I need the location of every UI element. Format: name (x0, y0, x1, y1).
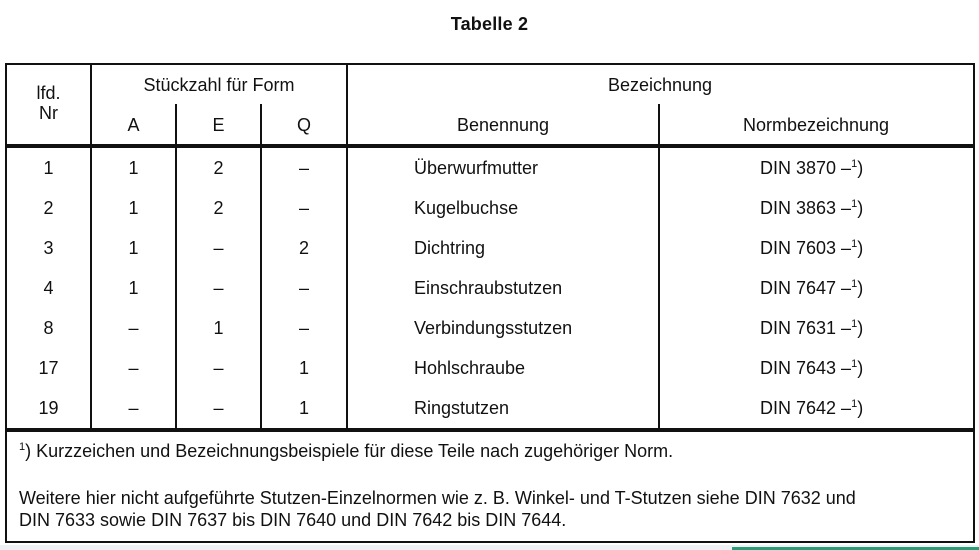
norm-text: DIN 7647 – (760, 278, 852, 298)
header-lfd-nr (7, 83, 90, 123)
header-form-e: E (212, 115, 225, 135)
cell-norm (660, 198, 972, 221)
footnote-marker: 1 (19, 441, 26, 453)
cell-benennung: Einschraubstutzen (414, 278, 563, 298)
cell-nr: 8 (43, 318, 54, 338)
cell-form-a: 1 (128, 238, 139, 258)
cell-form-q: – (298, 198, 309, 218)
additional-note-line-2: DIN 7633 sowie DIN 7637 bis DIN 7640 und DIN 7642 bis DIN 7644. (19, 510, 567, 530)
header-bezeichnung: Bezeichnung (607, 75, 713, 95)
table-title: Tabelle 2 (450, 14, 529, 34)
footnote-ref: 1 (851, 278, 858, 290)
cell-form-e: 2 (213, 158, 224, 178)
header-separator (5, 144, 975, 148)
cell-benennung: Ringstutzen (414, 398, 510, 418)
footnote-ref: 1 (851, 198, 858, 210)
header-nr-label: Nr (39, 103, 58, 123)
cell-benennung: Hohlschraube (414, 358, 526, 378)
cell-form-e: – (213, 238, 224, 258)
cell-form-a: 1 (128, 198, 139, 218)
norm-close: ) (857, 358, 864, 378)
cell-form-e: – (213, 398, 224, 418)
norm-close: ) (857, 318, 864, 338)
header-form-a: A (127, 115, 140, 135)
norm-text: DIN 3870 – (760, 158, 852, 178)
footnote (19, 441, 959, 465)
footnote-ref: 1 (851, 158, 858, 170)
header-stueckzahl: Stückzahl für Form (143, 75, 295, 95)
norm-text: DIN 7631 – (760, 318, 852, 338)
cell-nr: 1 (43, 158, 54, 178)
norm-close: ) (857, 198, 864, 218)
table-frame (5, 63, 975, 543)
footnote-ref: 1 (851, 238, 858, 250)
cell-form-q: 1 (298, 358, 309, 378)
footnote-ref: 1 (851, 398, 858, 410)
header-lfd-label: lfd. (36, 83, 61, 103)
cell-nr: 4 (43, 278, 54, 298)
additional-note-line-1: Weitere hier nicht aufgeführte Stutzen-Einzelnormen wie z. B. Winkel- und T-Stutzen siehe DIN 7632 und (19, 488, 856, 508)
cell-form-e: – (213, 278, 224, 298)
cell-norm (660, 318, 972, 341)
footnote-ref: 1 (851, 318, 858, 330)
cell-form-a: – (128, 358, 139, 378)
header-benennung: Benennung (456, 115, 550, 135)
cell-form-q: – (298, 278, 309, 298)
footnote-ref: 1 (851, 358, 858, 370)
footnote-text: ) Kurzzeichen und Bezeichnungsbeispiele für diese Teile nach zugehöriger Norm. (25, 441, 674, 461)
header-form-q: Q (296, 115, 311, 135)
cell-benennung: Kugelbuchse (414, 198, 519, 218)
norm-text: DIN 7603 – (760, 238, 852, 258)
cell-form-q: – (298, 158, 309, 178)
cell-norm (660, 358, 972, 381)
cell-nr: 3 (43, 238, 54, 258)
cell-form-a: – (128, 398, 139, 418)
norm-close: ) (857, 398, 864, 418)
cell-norm (660, 398, 972, 421)
cell-nr: 17 (38, 358, 59, 378)
cell-form-a: – (128, 318, 139, 338)
cell-nr: 2 (43, 198, 54, 218)
cell-form-e: – (213, 358, 224, 378)
cell-benennung: Verbindungsstutzen (414, 318, 573, 338)
divider-form-e-q (260, 104, 262, 430)
header-normbezeichnung: Normbezeichnung (742, 115, 890, 135)
cell-benennung: Dichtring (414, 238, 486, 258)
cell-norm (660, 278, 972, 301)
cell-norm (660, 238, 972, 261)
norm-close: ) (857, 238, 864, 258)
cell-form-a: 1 (128, 158, 139, 178)
cell-form-e: 2 (213, 198, 224, 218)
body-separator (5, 428, 975, 432)
cell-form-q: 2 (298, 238, 309, 258)
norm-close: ) (857, 278, 864, 298)
cell-nr: 19 (38, 398, 59, 418)
norm-text: DIN 3863 – (760, 198, 852, 218)
norm-text: DIN 7643 – (760, 358, 852, 378)
cell-form-a: 1 (128, 278, 139, 298)
divider-benennung-norm (658, 104, 660, 430)
norm-close: ) (857, 158, 864, 178)
cell-benennung: Überwurfmutter (414, 158, 539, 178)
cell-form-q: – (298, 318, 309, 338)
cell-form-e: 1 (213, 318, 224, 338)
cell-norm (660, 158, 972, 181)
norm-text: DIN 7642 – (760, 398, 852, 418)
divider-form-a-e (175, 104, 177, 430)
cell-form-q: 1 (298, 398, 309, 418)
